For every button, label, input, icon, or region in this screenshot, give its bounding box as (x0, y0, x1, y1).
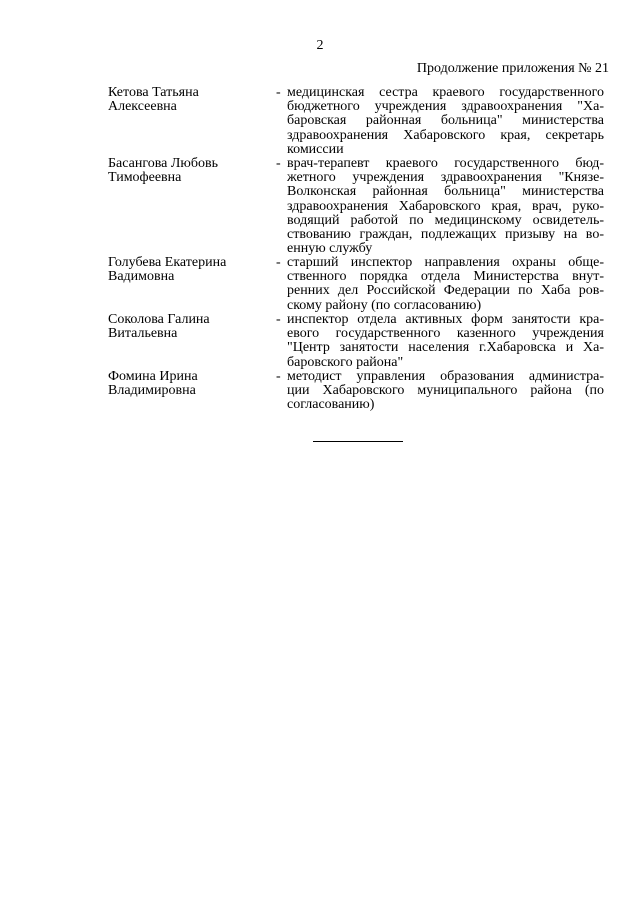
page-number: 2 (316, 38, 324, 53)
member-surname-line: Соколова Галина (108, 312, 210, 327)
member-surname-line: Кетова Татьяна (108, 85, 199, 100)
dash-separator: - (276, 369, 281, 384)
position-line: согласованию) (287, 397, 375, 413)
member-patronymic-line: Владимировна (108, 383, 196, 399)
position-line: ции Хабаровского муниципального района (по (287, 383, 604, 399)
position-line: ственного порядка отдела Министерства внут- (287, 269, 604, 285)
position-line: ренних дел Российской Федерации по Хаба ров- (287, 283, 604, 299)
dash-separator: - (276, 156, 281, 171)
position-line: здравоохранения Хабаровского края, врач, руко- (287, 198, 604, 214)
position-line: инспектор отдела активных форм занятости кра- (287, 312, 604, 327)
position-line: методист управления образования администра- (287, 369, 604, 384)
member-surname-line: Голубева Екатерина (108, 255, 227, 270)
position-line: Волконская районная больница" министерства (287, 184, 604, 200)
position-line: скому району (по согласованию) (287, 297, 482, 313)
member-position (287, 370, 604, 413)
position-line: старший инспектор направления охраны обще- (287, 255, 604, 270)
position-line: медицинская сестра краевого государственного (287, 85, 604, 100)
end-separator-line (313, 441, 403, 442)
member-patronymic-line: Тимофеевна (108, 170, 182, 186)
member-name (108, 157, 268, 185)
member-patronymic-line: Витальевна (108, 326, 178, 342)
position-line: енную службу (287, 241, 373, 257)
position-line: "Центр занятости населения г.Хабаровска и Ха- (287, 340, 604, 356)
position-line: бюджетного учреждения здравоохранения "Ха- (287, 99, 604, 115)
position-line: баровского района" (287, 354, 404, 370)
dash-separator: - (276, 312, 281, 327)
position-line: водящий работой по медицинскому освидетель- (287, 212, 604, 228)
position-line: баровская районная больница" министерства (287, 113, 604, 129)
member-patronymic-line: Вадимовна (108, 269, 175, 285)
member-position (287, 86, 604, 157)
member-surname-line: Фомина Ирина (108, 369, 198, 384)
position-line: здравоохранения Хабаровского края, секретарь (287, 127, 604, 143)
position-line: ствованию граждан, подлежащих призыву на во- (287, 227, 604, 243)
position-line: врач-терапевт краевого государственного бюд- (287, 156, 604, 171)
dash-separator: - (276, 255, 281, 270)
dash-separator: - (276, 85, 281, 100)
member-position (287, 313, 604, 370)
position-line: жетного учреждения здравоохранения "Князе- (287, 170, 604, 186)
position-line: комиссии (287, 141, 344, 157)
position-line: евого государственного казенного учреждения (287, 326, 604, 342)
member-position (287, 157, 604, 256)
member-name (108, 313, 268, 341)
member-name (108, 256, 268, 284)
member-position (287, 256, 604, 313)
member-surname-line: Басангова Любовь (108, 156, 218, 171)
appendix-continuation-label: Продолжение приложения № 21 (416, 61, 609, 76)
member-patronymic-line: Алексеевна (108, 99, 177, 115)
member-name (108, 86, 268, 114)
member-name (108, 370, 268, 398)
